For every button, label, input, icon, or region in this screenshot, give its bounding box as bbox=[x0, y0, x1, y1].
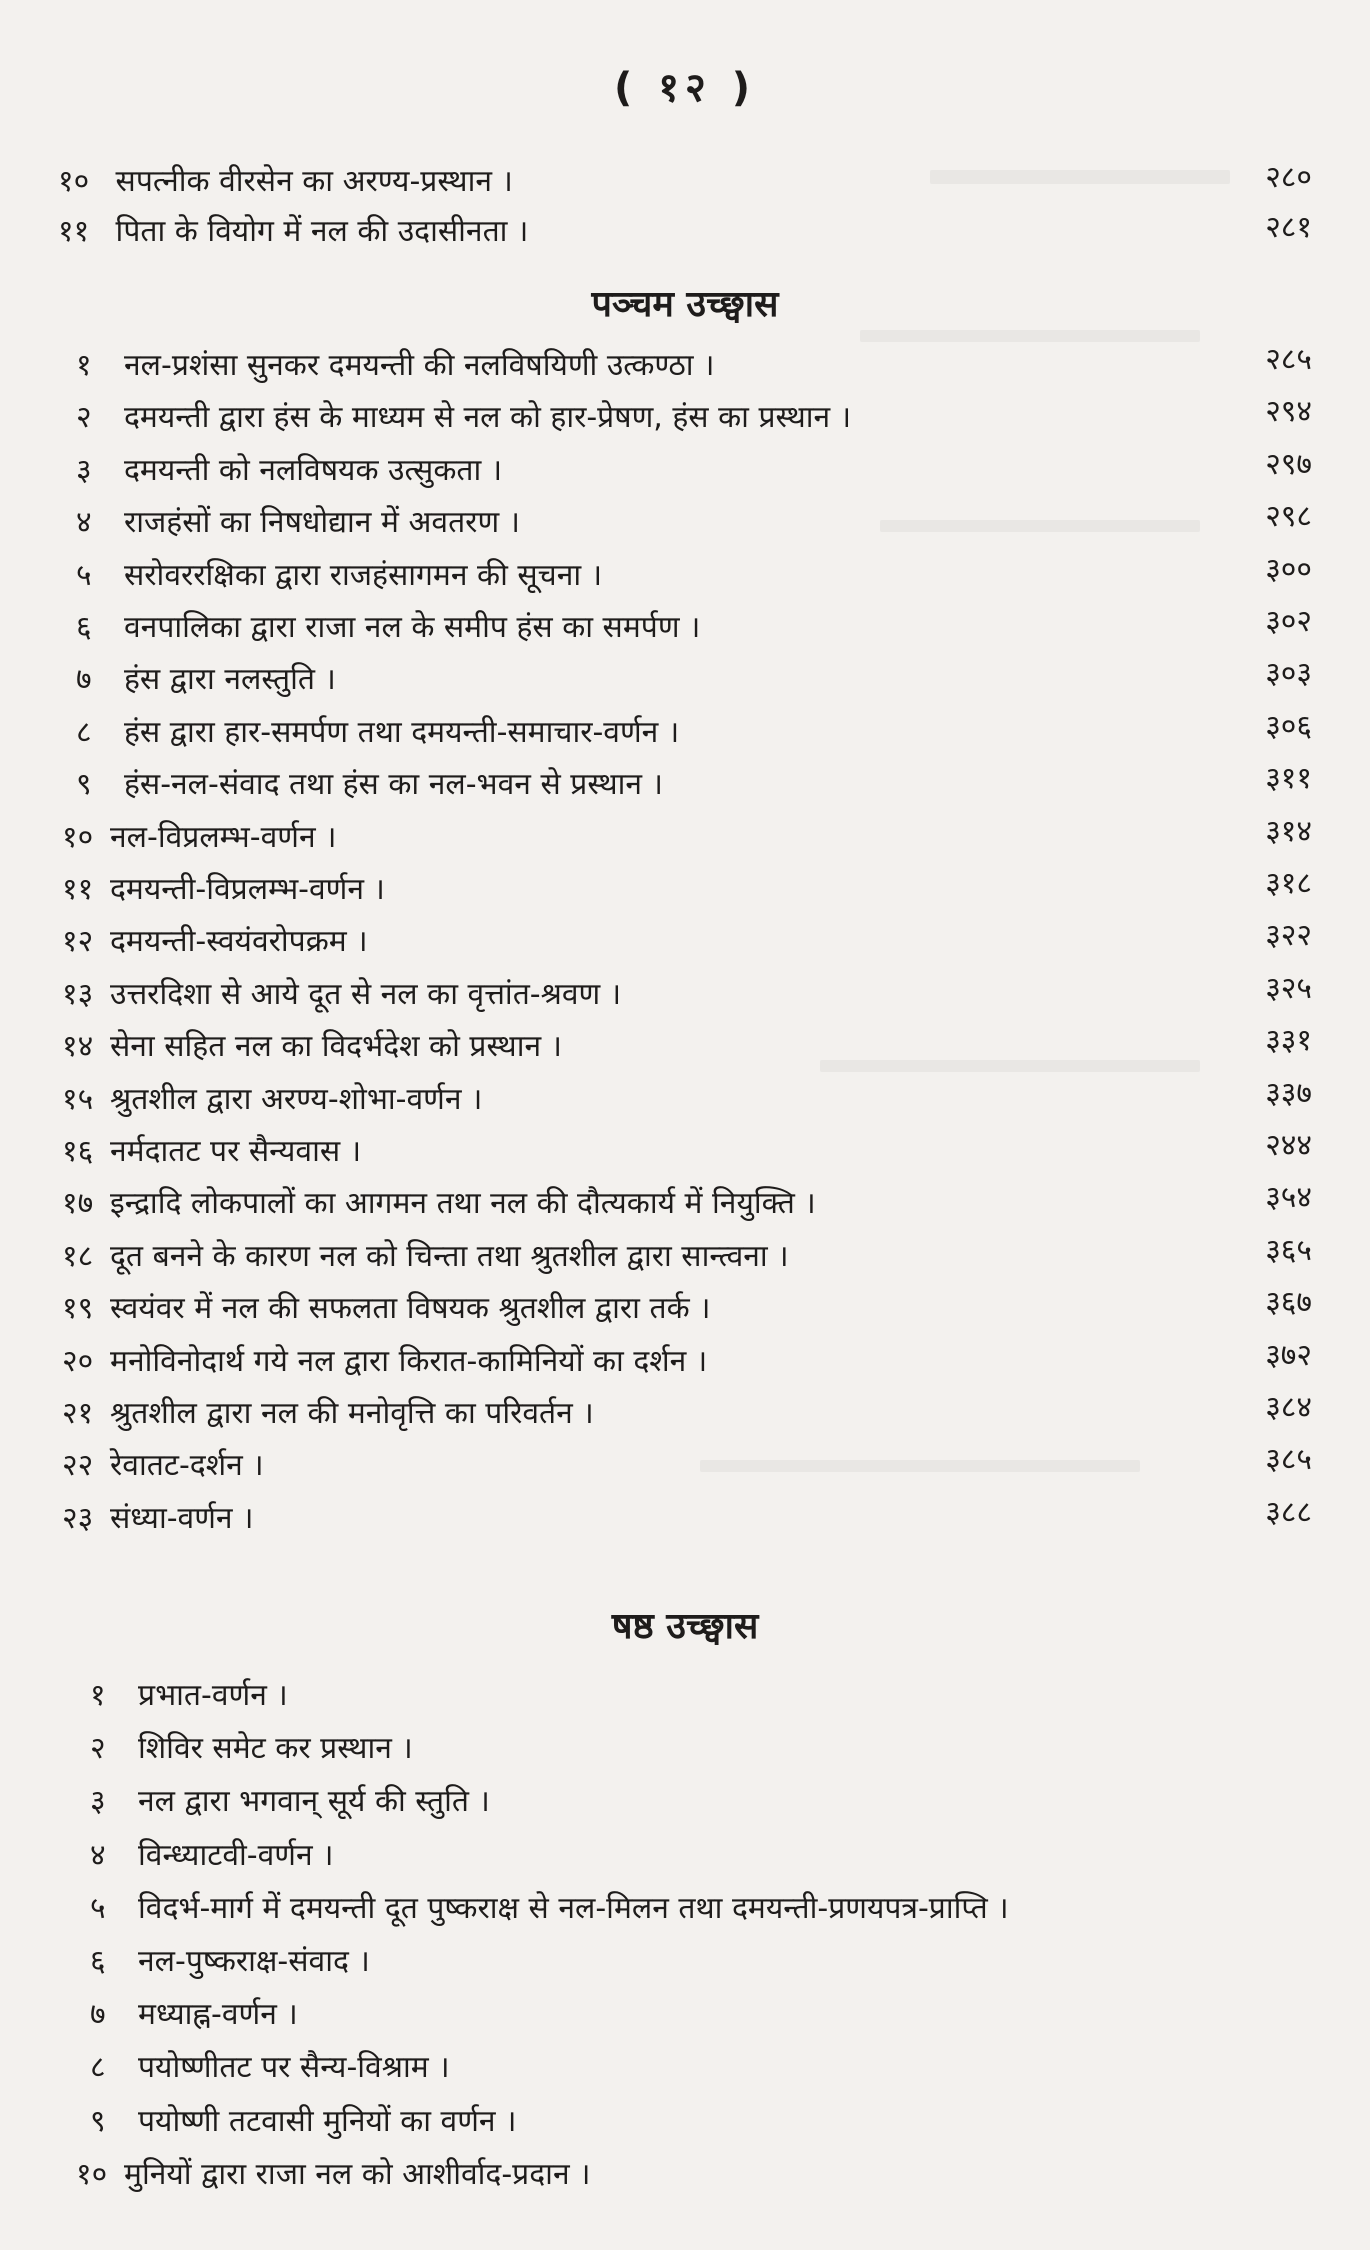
entry-number: १ bbox=[76, 348, 92, 383]
entry-number: १० bbox=[58, 164, 90, 199]
toc-entry bbox=[76, 503, 520, 543]
entry-text: इन्द्रादि लोकपालों का आगमन तथा नल की दौत्यकार्य में नियुक्ति । bbox=[110, 1186, 816, 1221]
entry-page: २८१ bbox=[1265, 210, 1312, 245]
entry-page: ३८४ bbox=[1265, 1390, 1312, 1425]
entry-number: १९ bbox=[62, 1291, 94, 1326]
toc-entry bbox=[76, 765, 663, 805]
entry-page: ३७२ bbox=[1265, 1338, 1312, 1373]
toc-entry bbox=[62, 1499, 253, 1539]
entry-page: ३११ bbox=[1265, 761, 1312, 796]
entry-number: ३ bbox=[90, 1784, 106, 1819]
entry-page: ३३७ bbox=[1265, 1076, 1312, 1111]
entry-page: २९४ bbox=[1265, 394, 1312, 429]
entry-number: १५ bbox=[62, 1082, 94, 1117]
entry-text: सरोवररक्षिका द्वारा राजहंसागमन की सूचना । bbox=[124, 558, 603, 593]
entry-number: १३ bbox=[62, 977, 94, 1012]
entry-text: दूत बनने के कारण नल को चिन्ता तथा श्रुतशील द्वारा सान्त्वना । bbox=[110, 1239, 789, 1274]
toc-entry bbox=[90, 1676, 288, 1716]
toc-entry bbox=[90, 1782, 490, 1822]
toc-entry bbox=[90, 1942, 370, 1982]
toc-entry bbox=[90, 1995, 298, 2035]
toc-entry bbox=[62, 1237, 789, 1277]
entry-text: श्रुतशील द्वारा नल की मनोवृत्ति का परिवर्तन । bbox=[110, 1396, 594, 1431]
entry-number: ६ bbox=[90, 1944, 106, 1979]
toc-entry bbox=[90, 1729, 413, 1769]
entry-number: ५ bbox=[90, 1891, 106, 1926]
entry-page: २८५ bbox=[1265, 342, 1312, 377]
entry-text: वनपालिका द्वारा राजा नल के समीप हंस का समर्पण । bbox=[124, 610, 701, 645]
entry-text: संध्या-वर्णन । bbox=[110, 1501, 254, 1536]
entry-number: १० bbox=[62, 820, 94, 855]
entry-text: हंस-नल-संवाद तथा हंस का नल-भवन से प्रस्थान । bbox=[124, 767, 663, 802]
entry-number: १२ bbox=[62, 924, 94, 959]
entry-page: २९८ bbox=[1265, 499, 1312, 534]
entry-text: मध्याह्न-वर्णन । bbox=[138, 1997, 298, 2032]
entry-page: ३३१ bbox=[1265, 1023, 1312, 1058]
entry-text: दमयन्ती द्वारा हंस के माध्यम से नल को हार-प्रेषण, हंस का प्रस्थान । bbox=[124, 400, 852, 435]
entry-number: ११ bbox=[62, 872, 94, 907]
entry-page: ३६७ bbox=[1265, 1285, 1312, 1320]
bleed-through-mark bbox=[880, 520, 1200, 532]
entry-text: शिविर समेट कर प्रस्थान । bbox=[138, 1731, 413, 1766]
bleed-through-mark bbox=[700, 1460, 1140, 1472]
entry-text: दमयन्ती-विप्रलम्भ-वर्णन । bbox=[110, 872, 385, 907]
entry-number: १० bbox=[76, 2157, 108, 2192]
entry-number: १८ bbox=[62, 1239, 94, 1274]
entry-text: श्रुतशील द्वारा अरण्य-शोभा-वर्णन । bbox=[110, 1082, 483, 1117]
entry-text: दमयन्ती को नलविषयक उत्सुकता । bbox=[124, 453, 503, 488]
entry-text: राजहंसों का निषधोद्यान में अवतरण । bbox=[124, 505, 521, 540]
entry-number: २१ bbox=[62, 1396, 94, 1431]
toc-entry bbox=[76, 398, 851, 438]
bleed-through-mark bbox=[860, 330, 1200, 342]
entry-text: विन्ध्याटवी-वर्णन । bbox=[138, 1838, 334, 1873]
toc-entry bbox=[76, 556, 602, 596]
entry-text: पयोष्णीतट पर सैन्य-विश्राम । bbox=[138, 2050, 450, 2085]
entry-text: सेना सहित नल का विदर्भदेश को प्रस्थान । bbox=[110, 1029, 563, 1064]
entry-text: हंस द्वारा नलस्तुति । bbox=[124, 662, 336, 697]
entry-page: ३८५ bbox=[1265, 1442, 1312, 1477]
entry-page: ३६५ bbox=[1265, 1233, 1312, 1268]
entry-text: रेवातट-दर्शन । bbox=[110, 1448, 264, 1483]
entry-number: ६ bbox=[76, 610, 92, 645]
entry-number: ८ bbox=[76, 715, 92, 750]
entry-number: ९ bbox=[76, 767, 92, 802]
entry-page: ३८८ bbox=[1265, 1495, 1312, 1530]
entry-text: पिता के वियोग में नल की उदासीनता । bbox=[115, 214, 529, 249]
toc-entry bbox=[62, 1027, 562, 1067]
entry-number: १६ bbox=[62, 1134, 94, 1169]
entry-page: ३०६ bbox=[1265, 709, 1312, 744]
entry-text: उत्तरदिशा से आये दूत से नल का वृत्तांत-श्रवण । bbox=[110, 977, 622, 1012]
entry-number: ८ bbox=[90, 2050, 106, 2085]
entry-text: नल-विप्रलम्भ-वर्णन । bbox=[110, 820, 337, 855]
toc-entry bbox=[76, 2155, 591, 2195]
entry-page: ३१८ bbox=[1265, 866, 1312, 901]
toc-entry bbox=[62, 922, 368, 962]
entry-number: २० bbox=[62, 1344, 94, 1379]
entry-text: पयोष्णी तटवासी मुनियों का वर्णन । bbox=[138, 2104, 517, 2139]
entry-text: स्वयंवर में नल की सफलता विषयक श्रुतशील द्वारा तर्क । bbox=[110, 1291, 711, 1326]
toc-entry bbox=[76, 451, 502, 491]
toc-entry bbox=[90, 1836, 334, 1876]
bleed-through-mark bbox=[930, 170, 1230, 184]
toc-entry bbox=[90, 1889, 1009, 1929]
entry-text: नल-प्रशंसा सुनकर दमयन्ती की नलविषयिणी उत्कण्ठा । bbox=[124, 348, 715, 383]
entry-number: १ bbox=[90, 1678, 106, 1713]
entry-number: २३ bbox=[62, 1501, 94, 1536]
toc-entry bbox=[62, 1289, 711, 1329]
entry-page: ३०२ bbox=[1265, 604, 1312, 639]
entry-text: हंस द्वारा हार-समर्पण तथा दमयन्ती-समाचार-वर्णन । bbox=[124, 715, 680, 750]
entry-page: ३२५ bbox=[1265, 971, 1312, 1006]
entry-number: ९ bbox=[90, 2104, 106, 2139]
entry-text: सपत्नीक वीरसेन का अरण्य-प्रस्थान । bbox=[115, 164, 513, 199]
toc-entry bbox=[62, 818, 337, 858]
entry-text: नर्मदातट पर सैन्यवास । bbox=[110, 1134, 362, 1169]
entry-number: ४ bbox=[90, 1838, 106, 1873]
toc-entry bbox=[62, 975, 621, 1015]
toc-entry bbox=[62, 1080, 482, 1120]
toc-entry bbox=[62, 1342, 707, 1382]
toc-entry bbox=[76, 608, 700, 648]
entry-number: २ bbox=[90, 1731, 106, 1766]
entry-text: नल-पुष्कराक्ष-संवाद । bbox=[138, 1944, 370, 1979]
entry-text: दमयन्ती-स्वयंवरोपक्रम । bbox=[110, 924, 368, 959]
entry-page: २८० bbox=[1265, 160, 1312, 195]
entry-page: ३०० bbox=[1265, 552, 1312, 587]
entry-text: नल द्वारा भगवान् सूर्य की स्तुति । bbox=[138, 1784, 490, 1819]
entry-text: मुनियों द्वारा राजा नल को आशीर्वाद-प्रदान । bbox=[124, 2157, 591, 2192]
entry-text: मनोविनोदार्थ गये नल द्वारा किरात-कामिनियों का दर्शन । bbox=[110, 1344, 708, 1379]
toc-entry bbox=[76, 660, 336, 700]
entry-page: ३५४ bbox=[1265, 1180, 1312, 1215]
entry-page: २९७ bbox=[1265, 447, 1312, 482]
entry-number: ७ bbox=[90, 1997, 106, 2032]
entry-number: ५ bbox=[76, 558, 92, 593]
toc-entry bbox=[62, 1394, 594, 1434]
toc-entry bbox=[58, 162, 513, 202]
bleed-through-mark bbox=[820, 1060, 1200, 1072]
entry-number: २ bbox=[76, 400, 92, 435]
toc-entry bbox=[76, 346, 714, 386]
toc-entry bbox=[90, 2102, 516, 2142]
section-heading: पञ्चम उच्छ्वास bbox=[591, 284, 779, 325]
entry-number: ४ bbox=[76, 505, 92, 540]
entry-page: ३१४ bbox=[1265, 814, 1312, 849]
entry-page: २४४ bbox=[1265, 1128, 1312, 1163]
toc-entry bbox=[62, 1184, 816, 1224]
toc-entry bbox=[62, 1132, 361, 1172]
entry-number: १७ bbox=[62, 1186, 94, 1221]
entry-page: ३०३ bbox=[1265, 656, 1312, 691]
entry-text: प्रभात-वर्णन । bbox=[138, 1678, 288, 1713]
entry-number: १४ bbox=[62, 1029, 94, 1064]
entry-text: विदर्भ-मार्ग में दमयन्ती दूत पुष्कराक्ष से नल-मिलन तथा दमयन्ती-प्रणयपत्र-प्राप्ति । bbox=[138, 1891, 1009, 1926]
page-number: ( १२ ) bbox=[613, 65, 756, 111]
toc-entry bbox=[62, 870, 385, 910]
entry-number: ७ bbox=[76, 662, 92, 697]
entry-number: ११ bbox=[58, 214, 90, 249]
toc-entry bbox=[76, 713, 679, 753]
toc-entry bbox=[62, 1446, 264, 1486]
toc-entry bbox=[90, 2048, 450, 2088]
entry-number: ३ bbox=[76, 453, 92, 488]
section-heading: षष्ठ उच्छ्वास bbox=[611, 1606, 759, 1647]
entry-number: २२ bbox=[62, 1448, 94, 1483]
toc-entry bbox=[58, 212, 528, 252]
entry-page: ३२२ bbox=[1265, 918, 1312, 953]
